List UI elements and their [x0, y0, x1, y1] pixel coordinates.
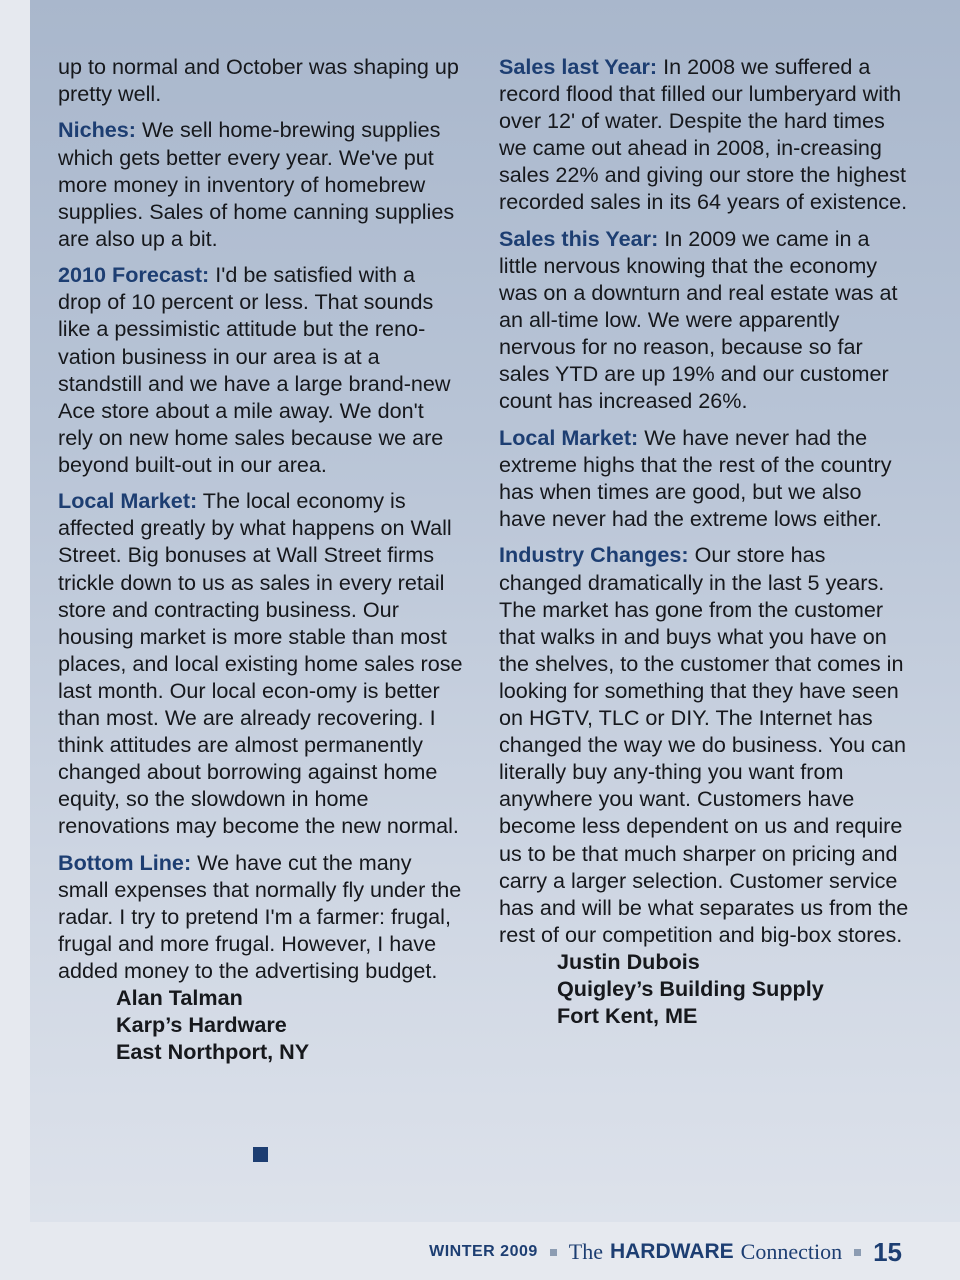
sales-last-year-paragraph — [499, 53, 909, 216]
industry-changes-paragraph — [499, 541, 909, 947]
footer-issue-season: WINTER 2009 — [429, 1243, 538, 1260]
signature-block — [58, 984, 463, 1065]
niches-label: Niches: — [58, 117, 137, 143]
signature-location: East Northport, NY — [116, 1039, 310, 1065]
industry-changes-text: Our store has changed dramatically in the last 5 years. The market has gone from the customer that walks in and buys what you have on the shelves, to the customer that comes in looking for something that they have seen on HGTV, TLC or DIY. The Internet has changed the way we do business. You can literally buy any-thing you want from anywhere you want. Customers have become less dependent on us and require us to be that much sharper on pricing and carry a larger selection. Customer service has and will be what separates us from the rest of our competition and big-box stores. — [499, 542, 909, 947]
signature-location: Fort Kent, ME — [557, 1003, 698, 1029]
footer-publication-the: The — [568, 1239, 603, 1264]
signature-store: Karp’s Hardware — [116, 1012, 287, 1038]
footer-publication-hardware: HARDWARE — [609, 1240, 734, 1263]
right-column — [499, 53, 909, 1029]
page-footer — [429, 1236, 902, 1268]
sales-last-year-label: Sales last Year: — [499, 54, 658, 79]
local-market-label: Local Market: — [499, 424, 639, 450]
local-market-label: Local Market: — [58, 488, 198, 514]
bullet-square-icon — [854, 1249, 861, 1256]
local-market-paragraph — [499, 424, 909, 532]
forecast-label: 2010 Forecast: — [58, 262, 210, 288]
local-market-paragraph — [58, 487, 463, 839]
end-of-article-square-icon — [253, 1147, 268, 1162]
intro-paragraph: up to normal and October was shaping up pretty well. — [58, 54, 459, 107]
signature-name: Alan Talman — [116, 985, 243, 1011]
bottom-line-paragraph — [58, 849, 463, 984]
bullet-square-icon — [550, 1249, 557, 1256]
left-column — [58, 53, 463, 1066]
niches-paragraph — [58, 116, 463, 251]
footer-publication-connection: Connection — [740, 1239, 843, 1264]
forecast-text: I'd be satisfied with a drop of 10 percent or less. That sounds like a pessimistic attitude but the reno-vation business in our area is at a standstill and we have a large brand-new Ace store about a mile away. We don't rely on new home sales because we are beyond built-out in our area. — [58, 262, 451, 477]
signature-name: Justin Dubois — [557, 948, 700, 974]
niches-text: We sell home-brewing supplies which gets better every year. We've put more money in inventory of homebrew supplies. Sales of home canning supplies are also up a bit. — [58, 117, 455, 251]
forecast-paragraph — [58, 261, 463, 478]
industry-changes-label: Industry Changes: — [499, 542, 689, 568]
signature-store: Quigley’s Building Supply — [557, 975, 824, 1001]
bottom-line-label: Bottom Line: — [58, 849, 192, 875]
sales-this-year-paragraph — [499, 225, 909, 415]
local-market-text: We have never had the extreme highs that the rest of the country has when times are good, but we also have never had the extreme lows either. — [499, 424, 892, 532]
sales-last-year-text: In 2008 we suffered a record flood that filled our lumberyard with over 12' of water. Despite the hard times we came out ahead in 2008, in-creasing sales 22% and giving our store the highest recorded sales in its 64 years of existence. — [499, 54, 908, 215]
sales-this-year-label: Sales this Year: — [499, 225, 659, 251]
signature-block — [499, 948, 909, 1029]
bottom-line-text: We have cut the many small expenses that normally fly under the radar. I try to pretend I'm a farmer: frugal, frugal and more frugal. However, I have added money to the advertising budget. — [58, 849, 462, 984]
local-market-text: The local economy is affected greatly by what happens on Wall Street. Big bonuses at Wall Street firms trickle down to us as sales in every retail store and contracting business. Our housing market is more stable than most places, and local existing home sales rose last month. Our local econ-omy is better than most. We are already recovering. I think attitudes are almost permanently changed about borrowing against home equity, so the slowdown in home renovations may become the new normal. — [58, 488, 463, 839]
sales-this-year-text: In 2009 we came in a little nervous knowing that the economy was on a downturn and real estate was at an all-time low. We were apparently nervous for no reason, because so far sales YTD are up 19% and our customer count has increased 26%. — [499, 225, 898, 414]
page-number: 15 — [873, 1236, 902, 1267]
